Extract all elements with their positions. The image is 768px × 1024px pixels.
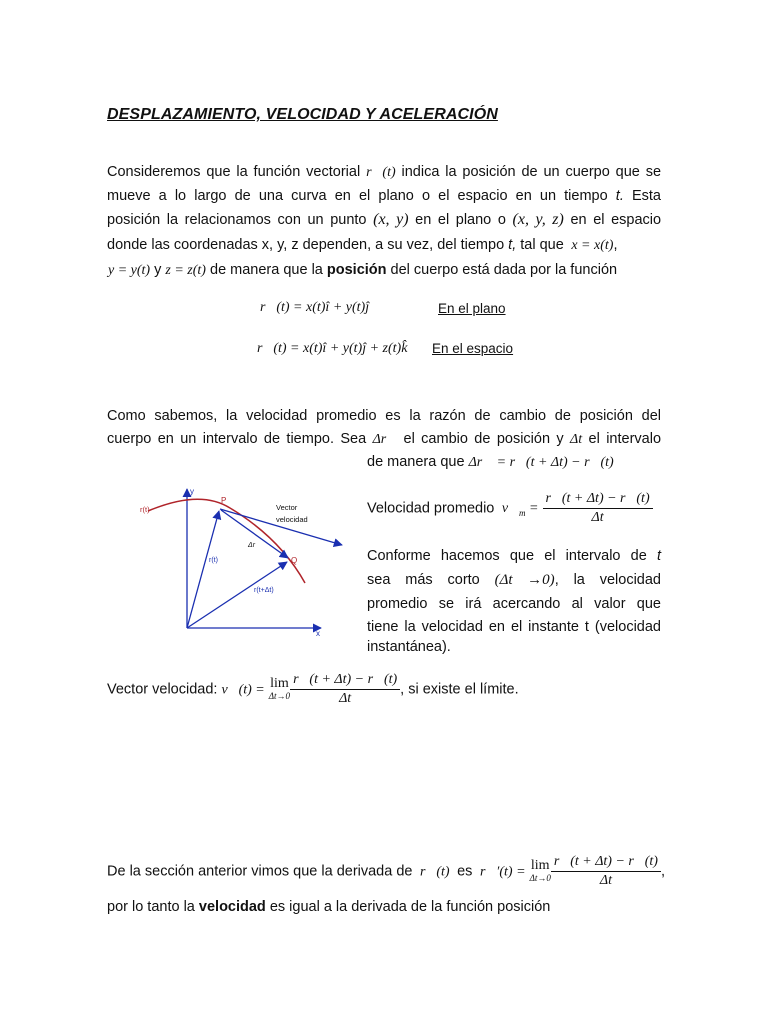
text: posición la relacionamos con un punto xyxy=(107,212,367,228)
text: por lo tanto la xyxy=(107,899,195,915)
paragraph-2-line-2 xyxy=(107,427,661,452)
math-delta-r: Δr⃗ xyxy=(372,432,398,447)
paragraph-3-line-2 xyxy=(367,568,661,592)
paragraph-1-line-2 xyxy=(107,184,661,208)
text: del cuerpo está dada por la función xyxy=(390,262,618,278)
label-x: x xyxy=(316,629,320,638)
paragraph-1-line-4: donde las coordenadas x, y, z dependen, a su vez, del tiempo t, tal que x = x(t), xyxy=(107,237,618,253)
text: de manera que la xyxy=(210,262,323,278)
text: , la velocidad xyxy=(554,572,661,588)
math-z-eq: z = z(t) xyxy=(165,263,206,278)
vector-diagram xyxy=(130,483,356,641)
math-point-xy: (x, y) xyxy=(373,211,409,228)
label-rtdt: r(t+Δt) xyxy=(254,587,274,594)
paragraph-3-line-4: tiene la velocidad en el instante t (velocidad xyxy=(367,619,661,635)
text: es igual a la derivada de la función posición xyxy=(269,899,551,915)
text: Esta xyxy=(631,188,661,204)
limit: lim Δt→0 xyxy=(268,675,291,701)
text: indica la posición de un cuerpo que se xyxy=(401,164,662,180)
math: r⃗(t) = x(t)î + y(t)ĵ xyxy=(260,300,370,315)
text: Vector velocidad: xyxy=(107,681,218,698)
label-y: y xyxy=(190,487,194,496)
math-r-of-t: r⃗(t) xyxy=(366,165,396,180)
text: de manera que xyxy=(367,454,465,470)
fraction-derivative: $\frac{r⃗(t + \Delta t) - r⃗(t)}{\Delta t}$ xyxy=(551,853,661,890)
paragraph-2-line-3 xyxy=(367,450,614,475)
label-vector: Vector xyxy=(276,503,298,512)
limit: lim Δt→0 xyxy=(529,857,551,883)
paragraph-1-line-3 xyxy=(107,208,661,232)
text: donde las coordenadas x, y, z dependen, a su vez, del tiempo xyxy=(107,237,505,253)
label-velocidad: velocidad xyxy=(276,515,308,524)
velocidad-promedio-line xyxy=(367,490,653,527)
math: r⃗(t) = x(t)î + y(t)ĵ + z(t)k̂ xyxy=(257,341,408,356)
math-point-xyz: (x, y, z) xyxy=(512,211,564,228)
equation-espacio xyxy=(257,339,407,357)
math-r-prime: r⃗′(t) = xyxy=(476,864,526,880)
math-y-eq: y = y(t) xyxy=(108,263,151,278)
text: y xyxy=(154,262,162,278)
bold-velocidad: velocidad xyxy=(198,899,266,915)
text: el intervalo xyxy=(588,431,662,447)
text: De la sección anterior vimos que la derivada de xyxy=(107,863,413,880)
equation-plano xyxy=(260,298,369,316)
label-espacio: En el espacio xyxy=(432,341,514,356)
paragraph-3-line-1 xyxy=(367,544,661,568)
vector-velocidad-line xyxy=(107,671,519,708)
text: en el espacio xyxy=(570,212,662,228)
text-t: t xyxy=(656,548,662,564)
text: mueve a lo largo de una curva en el plano o el espacio en un tiempo xyxy=(107,188,608,204)
text: sea más corto xyxy=(367,572,480,588)
label-p: P xyxy=(221,496,227,505)
fraction-vt: $\frac{r⃗(t + \Delta t) - r⃗(t)}{\Delta t}$ xyxy=(290,671,400,708)
math-dt-to-0: (Δt →0) xyxy=(494,572,555,588)
math-vm: $v⃗_m$ = xyxy=(498,501,539,519)
bold-posicion: posición xyxy=(326,262,387,278)
paragraph-3-line-5: instantánea). xyxy=(367,639,451,655)
label-plano: En el plano xyxy=(438,301,506,316)
text: , si existe el límite. xyxy=(400,681,519,698)
label-rt-curve: r(t) xyxy=(140,505,150,514)
text: el cambio de posición y xyxy=(403,431,564,447)
label-q: Q xyxy=(291,556,298,565)
text: es xyxy=(457,863,473,880)
math-delta-r-def: Δr⃗ = r⃗(t + Δt) − r⃗(t) xyxy=(468,455,614,470)
text: en el plano o xyxy=(415,212,506,228)
text: Consideremos que la función vectorial xyxy=(107,164,361,180)
math-x-eq: x = x(t) xyxy=(567,238,614,253)
paragraph-1-line-1 xyxy=(107,160,661,185)
page-title: DESPLAZAMIENTO, VELOCIDAD Y ACELERACIÓN xyxy=(107,106,498,123)
text-t: t. xyxy=(615,188,624,204)
label-dr: Δr xyxy=(248,542,256,549)
text-t: t, xyxy=(508,237,517,253)
fraction-vm: $\frac{r⃗(t + \Delta t) - r⃗(t)}{\Delta t}$ xyxy=(543,490,653,527)
text: tal que xyxy=(520,237,564,253)
paragraph-1-line-5 xyxy=(108,258,617,283)
text: cuerpo en un intervalo de tiempo. Sea xyxy=(107,431,367,447)
math-r-of-t: r⃗(t) xyxy=(416,864,454,880)
paragraph-3-line-3: promedio se irá acercando al valor que xyxy=(367,596,661,612)
text: Conforme hacemos que el intervalo de xyxy=(367,548,647,564)
math-v-of-t: v⃗(t) = xyxy=(221,682,265,698)
math-delta-t: Δt xyxy=(570,432,583,447)
label-rt: r(t) xyxy=(209,557,218,564)
text: Velocidad promedio xyxy=(367,500,495,517)
paragraph-4-line-1: De la sección anterior vimos que la derivada de r⃗(t) es r⃗′(t) = lim Δt→0 $\frac{r⃗(t + \Delta t) - r⃗(t)}{\Delta t}$ , xyxy=(107,854,665,888)
paragraph-4-line-2 xyxy=(107,895,550,919)
paragraph-2-line-1: Como sabemos, la velocidad promedio es la razón de cambio de posición del xyxy=(107,408,661,424)
